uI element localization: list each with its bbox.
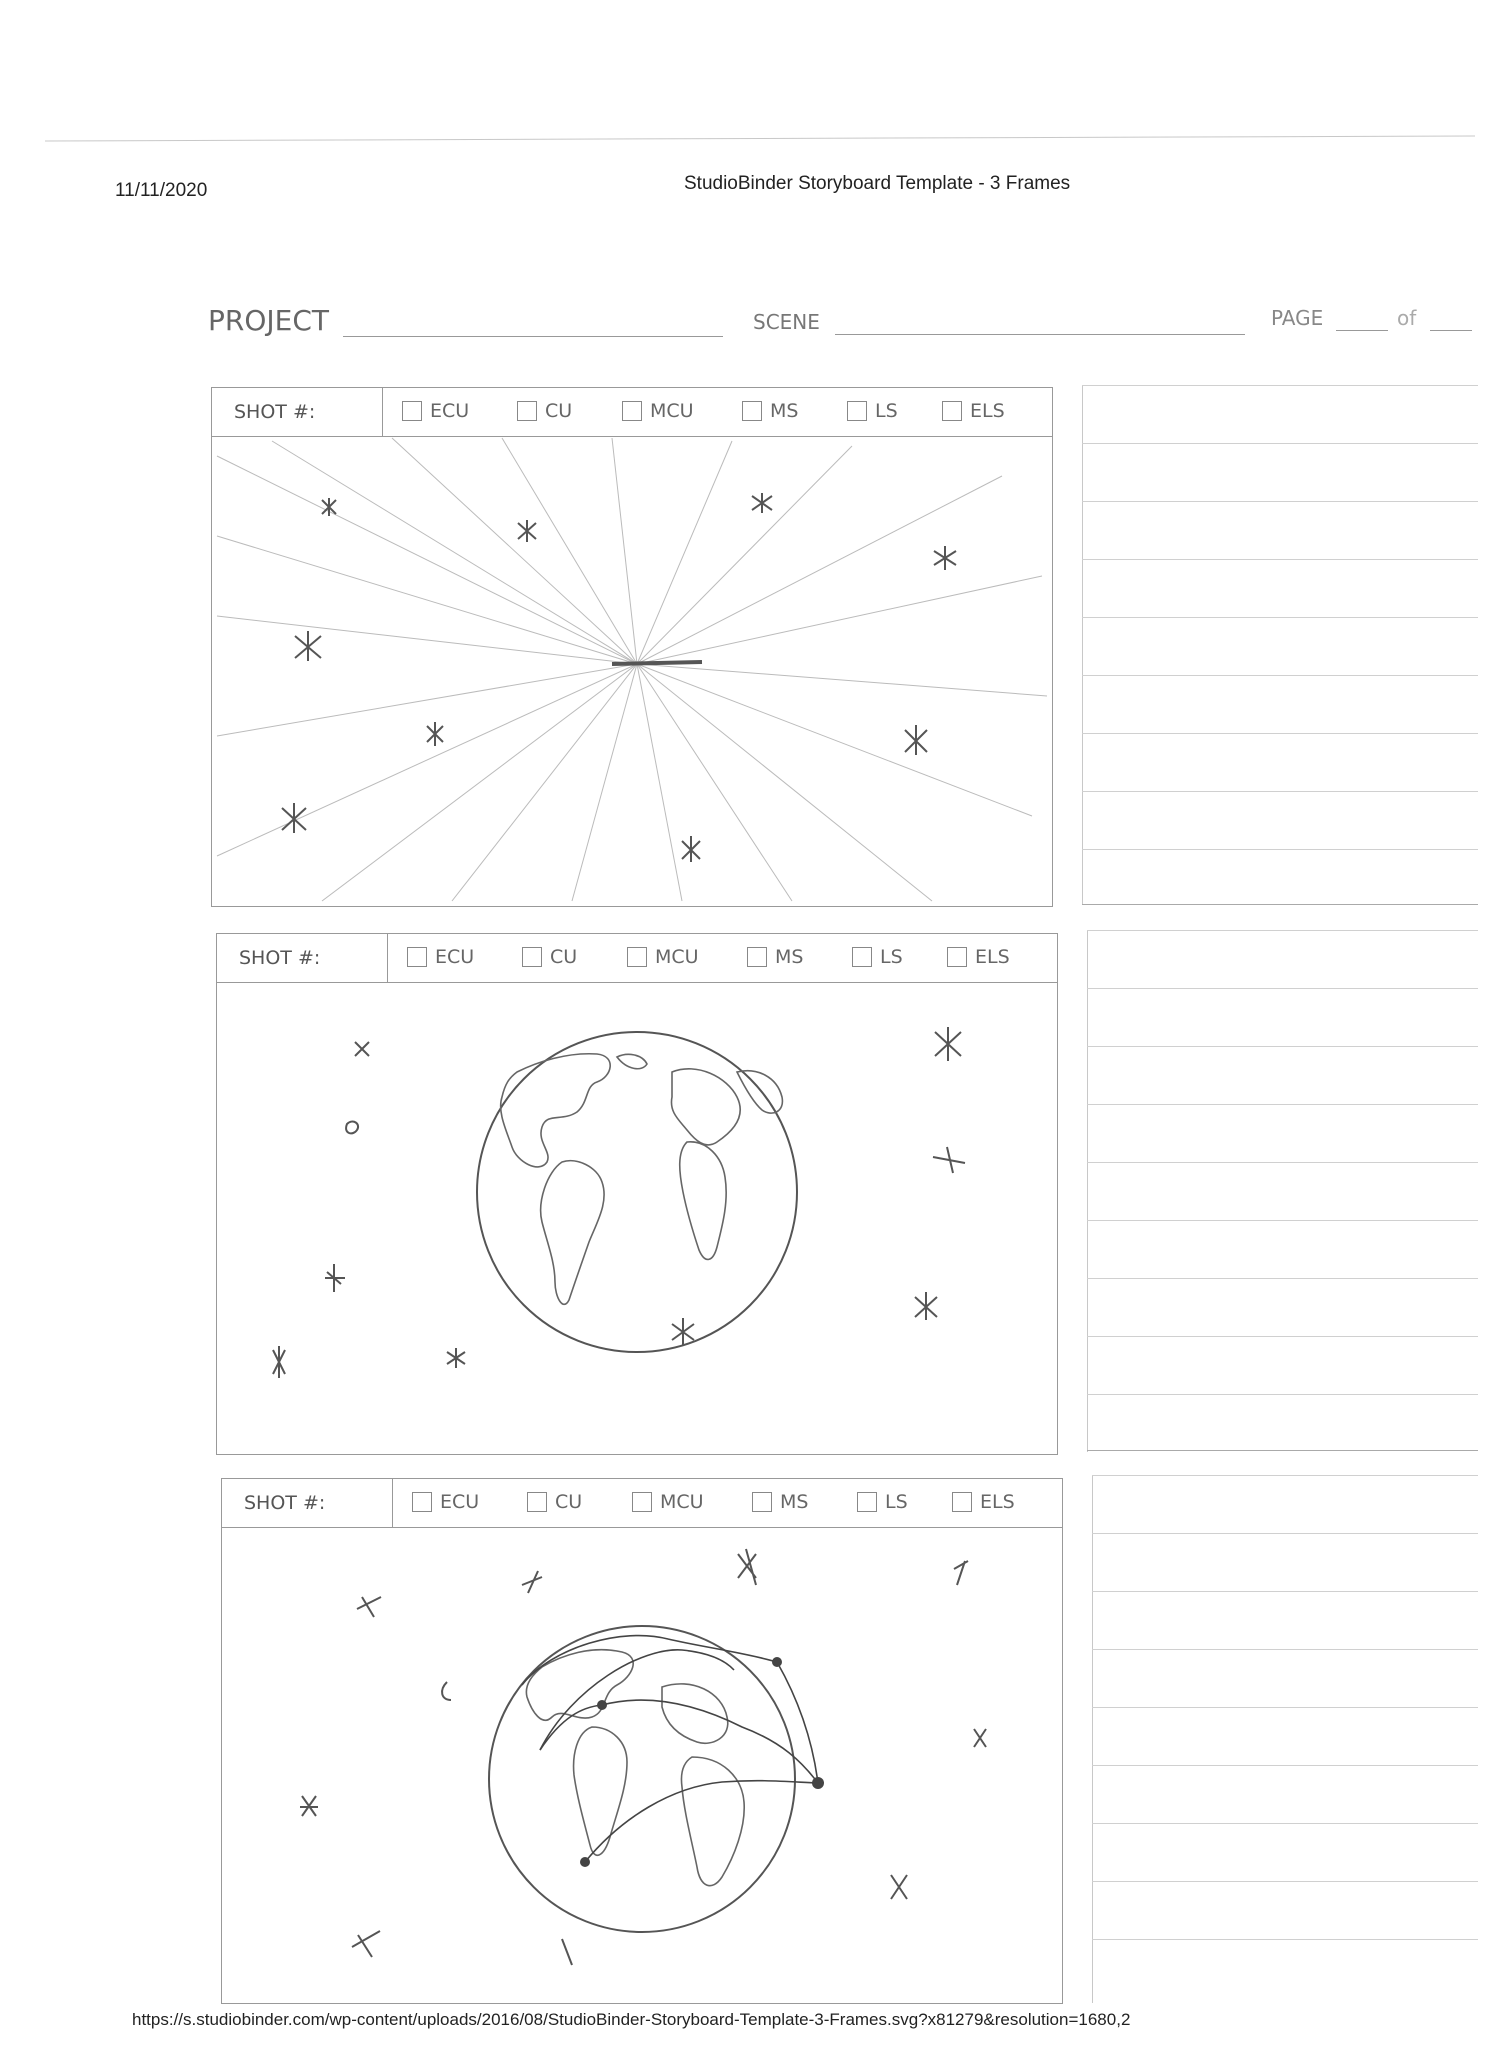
option-cu[interactable]: CU	[522, 946, 577, 968]
option-els[interactable]: ELS	[942, 400, 1005, 422]
checkbox-cu[interactable]	[517, 401, 537, 421]
flight-routes	[522, 1636, 818, 1862]
stars	[273, 1027, 965, 1378]
sketch-warp-speed	[212, 436, 1052, 906]
project-field[interactable]	[343, 336, 723, 337]
earth-globe	[477, 1032, 797, 1352]
continents	[526, 1650, 744, 1886]
option-ecu[interactable]: ECU	[407, 946, 474, 968]
option-ls[interactable]: LS	[857, 1491, 908, 1513]
checkbox-ls[interactable]	[852, 947, 872, 967]
option-ecu[interactable]: ECU	[412, 1491, 479, 1513]
checkbox-ms[interactable]	[752, 1492, 772, 1512]
footer-url: https://s.studiobinder.com/wp-content/uploads/2016/08/StudioBinder-Storyboard-Template-3-Frames.svg?x81279&resolution=1680,2	[132, 2010, 1131, 2029]
checkbox-ls[interactable]	[857, 1492, 877, 1512]
checkbox-cu[interactable]	[527, 1492, 547, 1512]
option-cu[interactable]: CU	[517, 400, 572, 422]
option-ls[interactable]: LS	[852, 946, 903, 968]
stars	[300, 1549, 986, 1965]
shot-number-label: SHOT #:	[234, 401, 316, 423]
storyboard-frame-3	[221, 1478, 1063, 2004]
shot-bar	[222, 1479, 1062, 1528]
storyboard-frame-2	[216, 933, 1058, 1455]
option-ecu[interactable]: ECU	[402, 400, 469, 422]
checkbox-ms[interactable]	[747, 947, 767, 967]
checkbox-ls[interactable]	[847, 401, 867, 421]
option-els[interactable]: ELS	[952, 1491, 1015, 1513]
option-els[interactable]: ELS	[947, 946, 1010, 968]
checkbox-cu[interactable]	[522, 947, 542, 967]
continents	[501, 1054, 783, 1305]
option-mcu[interactable]: MCU	[627, 946, 699, 968]
option-ms[interactable]: MS	[747, 946, 803, 968]
checkbox-els[interactable]	[952, 1492, 972, 1512]
shot-number-field[interactable]	[217, 934, 388, 982]
speed-lines	[217, 438, 1047, 901]
option-ms[interactable]: MS	[742, 400, 798, 422]
shot-number-label: SHOT #:	[244, 1492, 326, 1514]
notes-panel-1[interactable]	[1082, 385, 1478, 905]
option-cu[interactable]: CU	[527, 1491, 582, 1513]
option-mcu[interactable]: MCU	[632, 1491, 704, 1513]
project-label: PROJECT	[208, 304, 329, 337]
checkbox-els[interactable]	[942, 401, 962, 421]
option-mcu[interactable]: MCU	[622, 400, 694, 422]
sketch-earth	[217, 982, 1057, 1454]
sketch-earth-flight-routes	[222, 1527, 1062, 2003]
storyboard-frame-1	[211, 387, 1053, 907]
checkbox-mcu[interactable]	[632, 1492, 652, 1512]
notes-panel-2[interactable]	[1087, 930, 1478, 1452]
notes-panel-3[interactable]	[1092, 1475, 1478, 2003]
warp-center	[612, 662, 702, 664]
shot-number-label: SHOT #:	[239, 947, 321, 969]
page-label: PAGE	[1271, 306, 1324, 330]
shot-bar	[212, 388, 1052, 437]
checkbox-ecu[interactable]	[407, 947, 427, 967]
shot-number-field[interactable]	[222, 1479, 393, 1527]
page-total-field[interactable]	[1430, 330, 1472, 331]
form-header	[208, 302, 1478, 342]
page-number-field[interactable]	[1336, 330, 1388, 331]
shot-number-field[interactable]	[212, 388, 383, 436]
print-date: 11/11/2020	[115, 180, 208, 201]
scene-label: SCENE	[753, 310, 820, 334]
checkbox-ecu[interactable]	[402, 401, 422, 421]
print-title: StudioBinder Storyboard Template - 3 Frames	[684, 173, 1071, 194]
checkbox-mcu[interactable]	[627, 947, 647, 967]
option-ls[interactable]: LS	[847, 400, 898, 422]
of-label: of	[1397, 306, 1417, 330]
scene-field[interactable]	[835, 334, 1245, 335]
checkbox-ecu[interactable]	[412, 1492, 432, 1512]
top-rule	[45, 136, 1475, 142]
checkbox-ms[interactable]	[742, 401, 762, 421]
shot-bar	[217, 934, 1057, 983]
checkbox-els[interactable]	[947, 947, 967, 967]
option-ms[interactable]: MS	[752, 1491, 808, 1513]
checkbox-mcu[interactable]	[622, 401, 642, 421]
